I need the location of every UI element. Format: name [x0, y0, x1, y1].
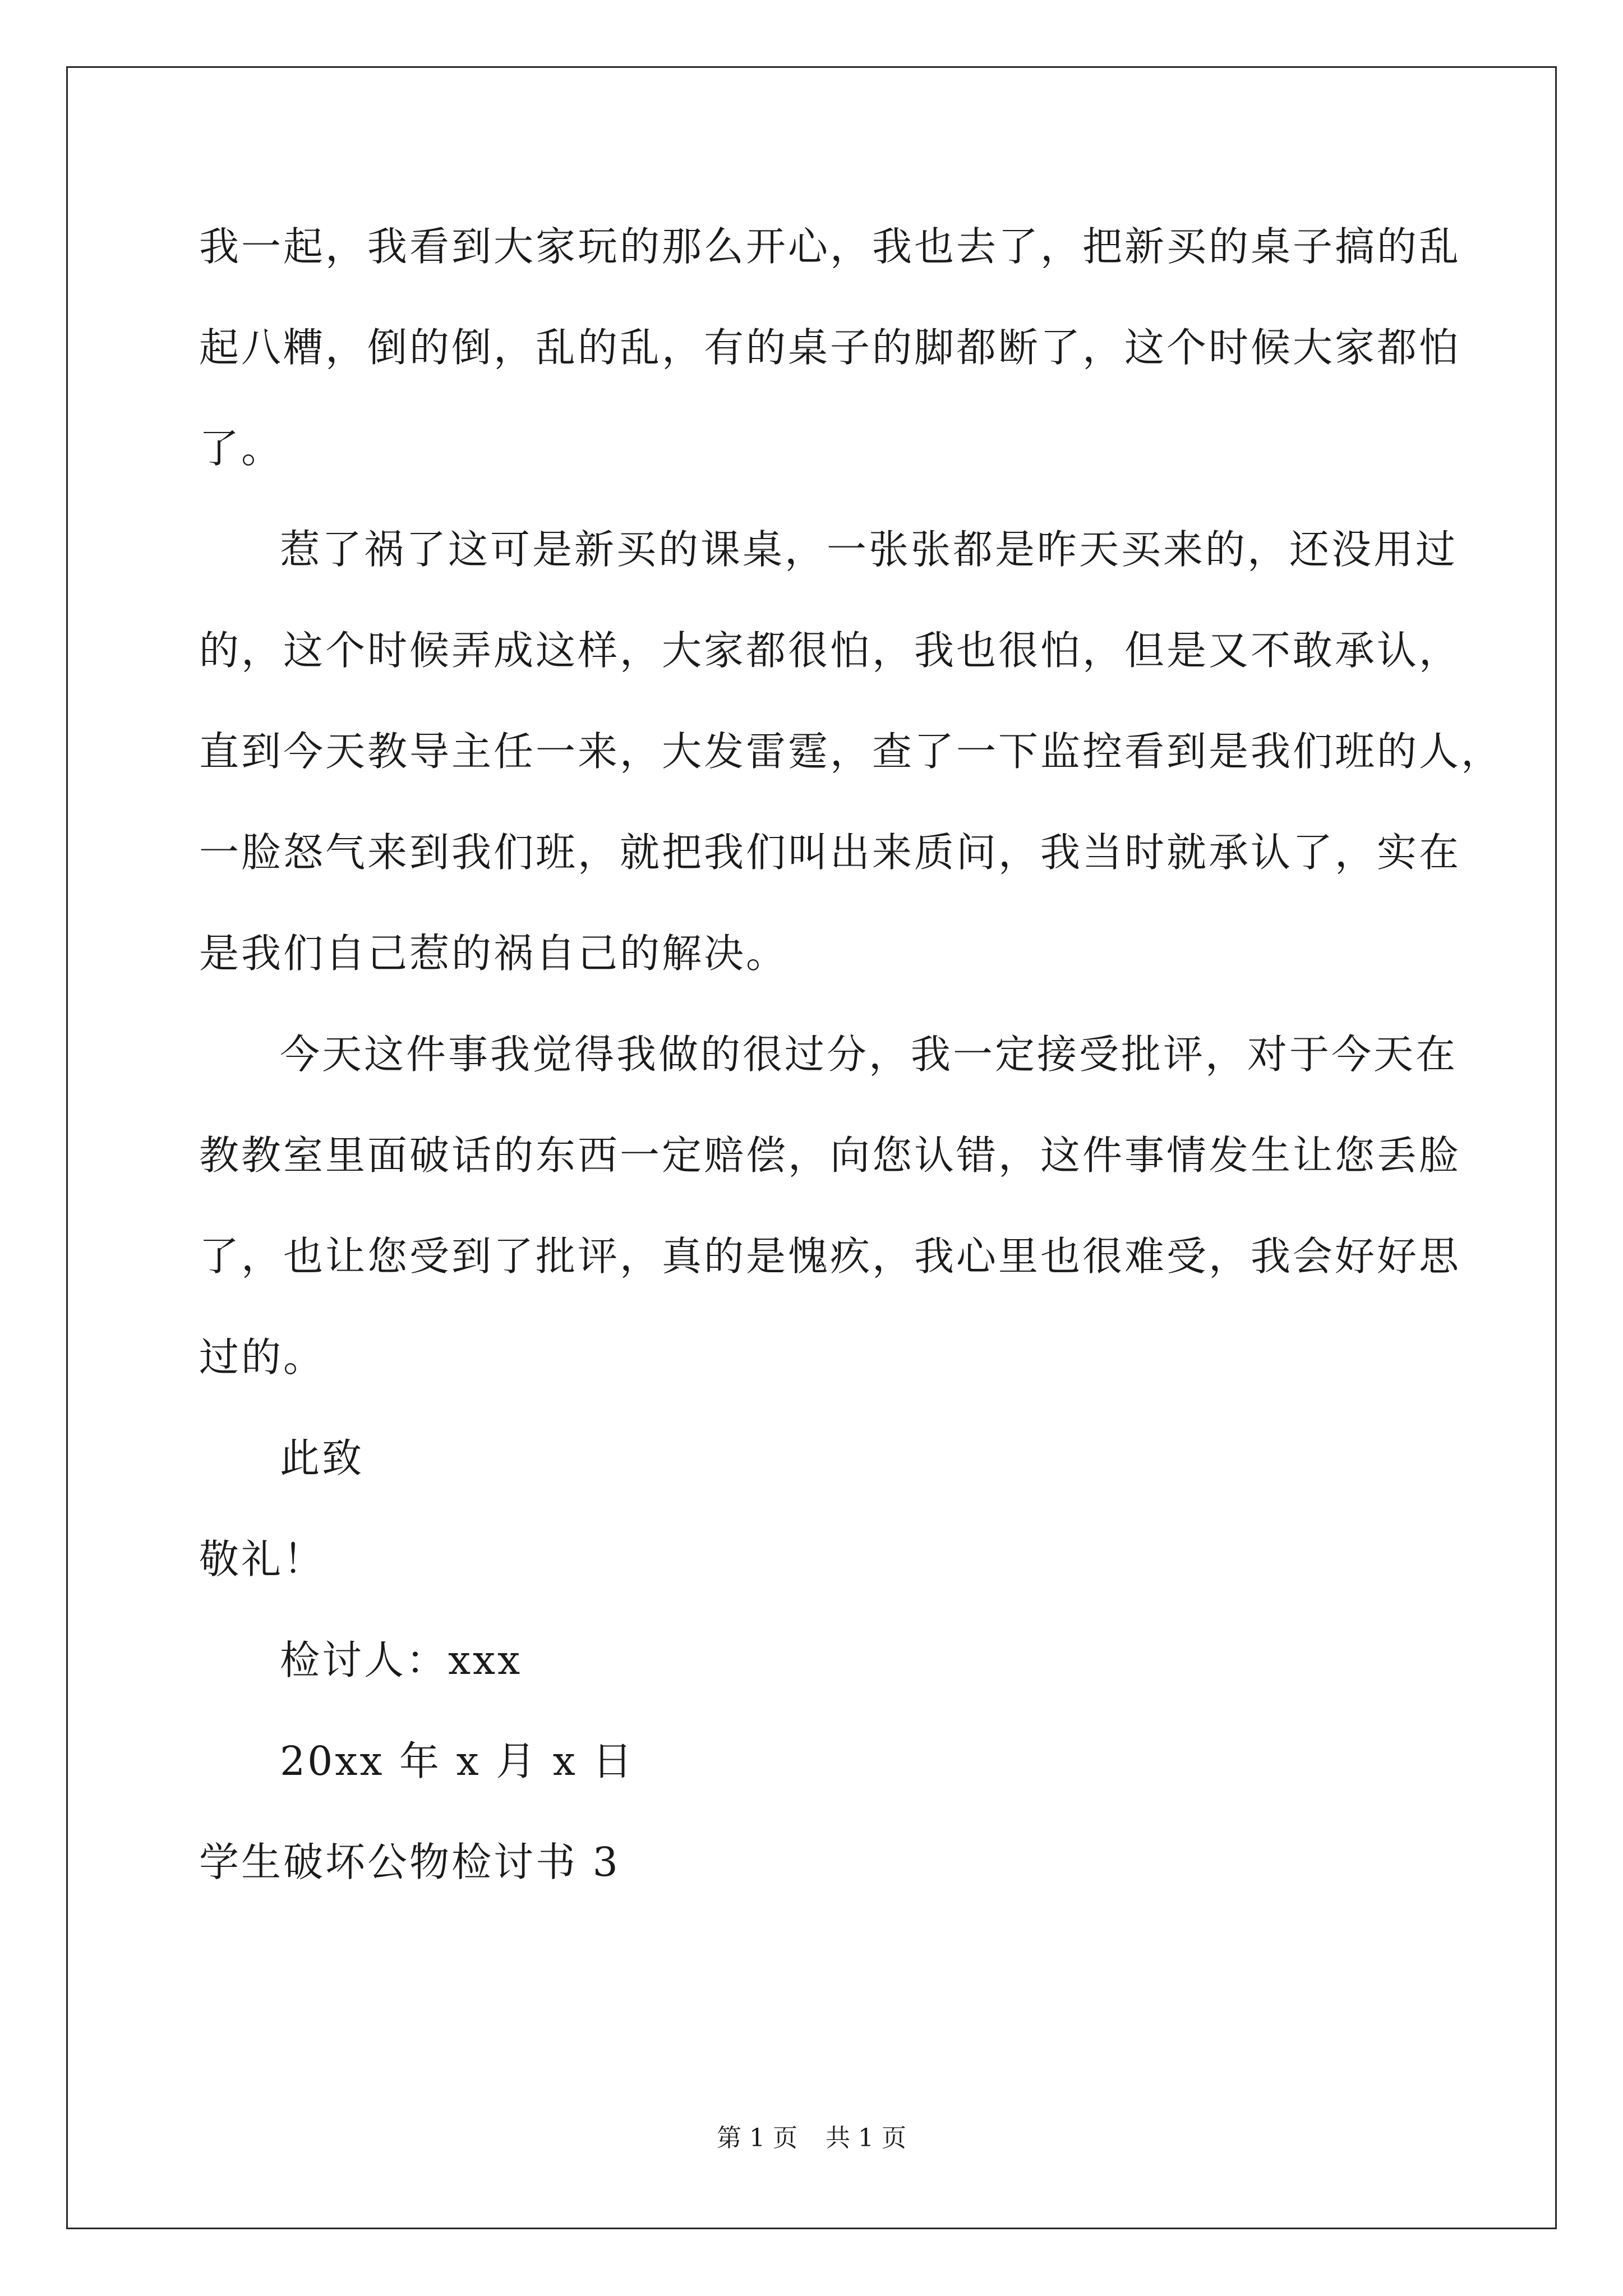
- text-line: 一脸怒气来到我们班，就把我们叫出来质问，我当时就承认了，实在: [199, 829, 1461, 876]
- section-heading: 学生破坏公物检讨书 3: [199, 1839, 620, 1885]
- text-line: 的，这个时候弄成这样，大家都很怕，我也很怕，但是又不敢承认，: [199, 627, 1461, 674]
- text-line: 我一起，我看到大家玩的那么开心，我也去了，把新买的桌子搞的乱: [199, 223, 1461, 270]
- page-total: 共 1 页: [826, 2124, 906, 2152]
- page-number: 第 1 页: [717, 2124, 797, 2152]
- paragraph-start-line: 惹了祸了这可是新买的课桌，一张张都是昨天买来的，还没用过: [280, 526, 1458, 573]
- text-line: 是我们自己惹的祸自己的解决。: [199, 930, 789, 977]
- paragraph-start-line: 今天这件事我觉得我做的很过分，我一定接受批评，对于今天在: [280, 1031, 1458, 1078]
- text-line: 直到今天教导主任一来，大发雷霆，查了一下监控看到是我们班的人，: [199, 728, 1504, 775]
- signer-line: 检讨人：xxx: [280, 1637, 523, 1683]
- text-line: 了。: [199, 425, 284, 472]
- text-line: 教教室里面破话的东西一定赔偿，向您认错，这件事情发生让您丢脸: [199, 1132, 1461, 1179]
- closing-salutation: 此致: [280, 1435, 365, 1481]
- text-line: 过的。: [199, 1334, 326, 1381]
- text-line: 了，也让您受到了批评，真的是愧疚，我心里也很难受，我会好好思: [199, 1233, 1461, 1280]
- page-footer: [0, 2122, 1623, 2155]
- date-line: 20xx 年 x 月 x 日: [280, 1738, 635, 1784]
- text-line: 起八糟，倒的倒，乱的乱，有的桌子的脚都断了，这个时候大家都怕: [199, 324, 1461, 371]
- closing-regards: 敬礼！: [199, 1536, 326, 1582]
